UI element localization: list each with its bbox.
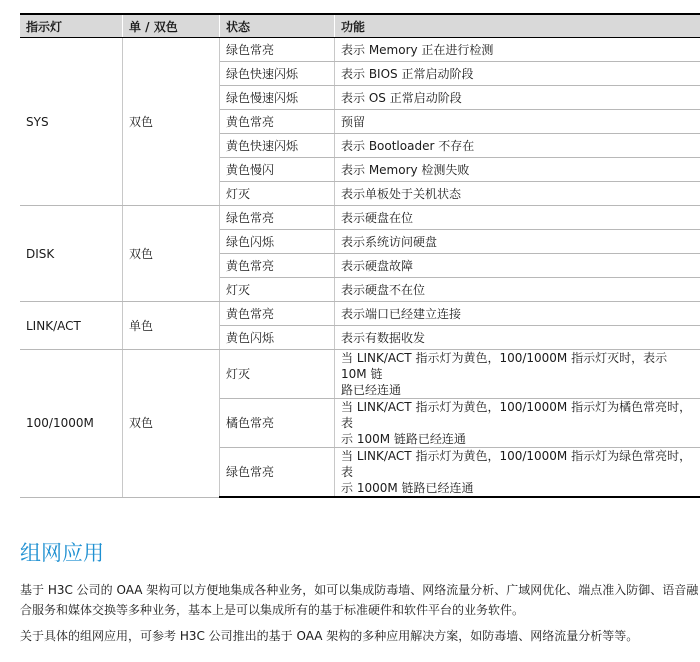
indicator-color-type: 双色 xyxy=(123,38,220,206)
function-cell xyxy=(335,399,700,448)
section-title: 组网应用 xyxy=(20,541,104,565)
indicator-name: DISK xyxy=(20,206,123,302)
function-cell: 表示 BIOS 正常启动阶段 xyxy=(335,62,700,86)
indicator-name: 100/1000M xyxy=(20,350,123,498)
header-function: 功能 xyxy=(335,14,700,38)
paragraph: 关于具体的组网应用，可参考 H3C 公司推出的基于 OAA 架构的多种应用解决方案，如防毒墙、网络流量分析等等。 xyxy=(20,629,639,643)
function-cell: 表示 Memory 正在进行检测 xyxy=(335,38,700,62)
indicator-color-type: 双色 xyxy=(123,350,220,498)
state-cell: 黄色常亮 xyxy=(220,302,335,326)
indicator-name: SYS xyxy=(20,38,123,206)
paragraph-line: 基于 H3C 公司的 OAA 架构可以方便地集成各种业务，如可以集成防毒墙、网络流量分析、广域网优化、端点准入防御、语音融 xyxy=(20,583,699,597)
state-cell: 黄色快速闪烁 xyxy=(220,134,335,158)
function-line: 当 LINK/ACT 指示灯为黄色，100/1000M 指示灯为橘色常亮时，表 xyxy=(341,400,692,430)
state-cell: 黄色常亮 xyxy=(220,254,335,278)
function-line: 示 100M 链路已经连通 xyxy=(341,432,466,446)
led-indicator-table xyxy=(20,13,700,498)
function-cell: 表示 OS 正常启动阶段 xyxy=(335,86,700,110)
state-cell: 绿色常亮 xyxy=(220,206,335,230)
state-cell: 绿色快速闪烁 xyxy=(220,62,335,86)
state-cell: 黄色慢闪 xyxy=(220,158,335,182)
state-cell: 橘色常亮 xyxy=(220,399,335,448)
state-cell: 绿色常亮 xyxy=(220,448,335,498)
function-cell: 表示硬盘不在位 xyxy=(335,278,700,302)
table-row xyxy=(20,38,700,62)
function-cell: 表示硬盘故障 xyxy=(335,254,700,278)
function-cell: 表示 Memory 检测失败 xyxy=(335,158,700,182)
indicator-color-type: 单色 xyxy=(123,302,220,350)
function-cell: 表示有数据收发 xyxy=(335,326,700,350)
header-indicator: 指示灯 xyxy=(20,14,123,38)
indicator-color-type: 双色 xyxy=(123,206,220,302)
function-line: 路已经连通 xyxy=(341,383,402,397)
state-cell: 黄色常亮 xyxy=(220,110,335,134)
function-line: 当 LINK/ACT 指示灯为黄色，100/1000M 指示灯为绿色常亮时，表 xyxy=(341,449,692,479)
function-cell: 预留 xyxy=(335,110,700,134)
table-header-row xyxy=(20,14,700,38)
state-cell: 灯灭 xyxy=(220,350,335,399)
function-cell: 表示端口已经建立连接 xyxy=(335,302,700,326)
state-cell: 绿色常亮 xyxy=(220,38,335,62)
state-cell: 灯灭 xyxy=(220,182,335,206)
table-row xyxy=(20,302,700,326)
function-cell: 表示 Bootloader 不存在 xyxy=(335,134,700,158)
state-cell: 灯灭 xyxy=(220,278,335,302)
indicator-name: LINK/ACT xyxy=(20,302,123,350)
table-row xyxy=(20,350,700,399)
function-cell: 表示硬盘在位 xyxy=(335,206,700,230)
function-cell xyxy=(335,350,700,399)
function-line: 示 1000M 链路已经连通 xyxy=(341,481,474,495)
header-color-type: 单 / 双色 xyxy=(123,14,220,38)
state-cell: 绿色闪烁 xyxy=(220,230,335,254)
table-row xyxy=(20,206,700,230)
function-cell xyxy=(335,448,700,498)
function-cell: 表示系统访问硬盘 xyxy=(335,230,700,254)
header-state: 状态 xyxy=(220,14,335,38)
function-cell: 表示单板处于关机状态 xyxy=(335,182,700,206)
function-line: 当 LINK/ACT 指示灯为黄色，100/1000M 指示灯灭时，表示 10M 链 xyxy=(341,351,668,381)
state-cell: 绿色慢速闪烁 xyxy=(220,86,335,110)
state-cell: 黄色闪烁 xyxy=(220,326,335,350)
paragraph-line: 合服务和媒体交换等多种业务，基本上是可以集成所有的基于标准硬件和软件平台的业务软件。 xyxy=(20,603,525,617)
